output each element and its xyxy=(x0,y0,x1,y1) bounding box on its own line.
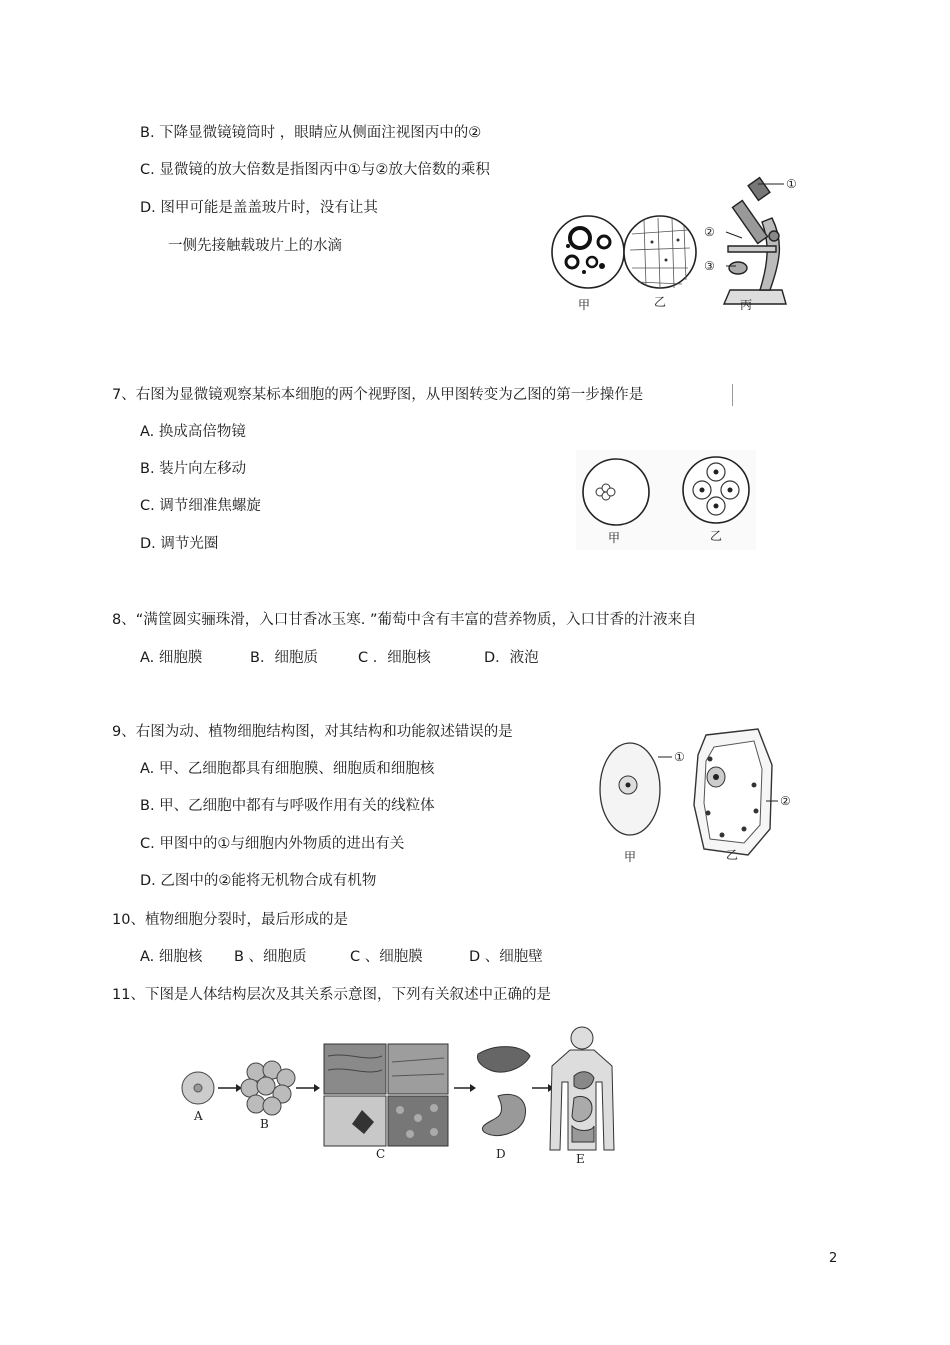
q9-stem: 9、右图为动、植物细胞结构图，对其结构和功能叙述错误的是 xyxy=(112,724,513,740)
q6-option-c: C. 显微镜的放大倍数是指图丙中①与②放大倍数的乘积 xyxy=(140,162,490,178)
q8-option-c: C ．细胞核 xyxy=(358,650,431,666)
label-yi: 乙 xyxy=(654,295,667,309)
microscope-icon xyxy=(724,178,786,304)
q9-option-a: A. 甲、乙细胞都具有细胞膜、细胞质和细胞核 xyxy=(140,761,435,777)
q10-option-c: C 、细胞膜 xyxy=(350,949,423,965)
q9-option-c: C. 甲图中的①与细胞内外物质的进出有关 xyxy=(140,836,405,852)
label-bing: 丙 xyxy=(740,298,753,312)
q8-stem: 8、“满筐圆实骊珠滑，入口甘香冰玉寒. ”葡萄中含有丰富的营养物质，入口甘香的汁液来自 xyxy=(112,612,697,628)
mark-2: ② xyxy=(704,225,715,239)
q8-option-a: A. 细胞膜 xyxy=(140,650,203,666)
q7-stem: 7、右图为显微镜观察某标本细胞的两个视野图，从甲图转变为乙图的第一步操作是 xyxy=(112,387,644,403)
label-e: E xyxy=(576,1152,585,1166)
label-yi: 乙 xyxy=(710,529,723,543)
divider xyxy=(732,384,733,406)
q10-option-d: D 、细胞壁 xyxy=(469,949,543,965)
q11-body-levels-figure xyxy=(178,1022,618,1167)
label-a: A xyxy=(194,1109,203,1123)
q11-stem: 11、下图是人体结构层次及其关系示意图，下列有关叙述中正确的是 xyxy=(112,987,551,1003)
label-jia: 甲 xyxy=(578,298,591,312)
label-jia: 甲 xyxy=(608,531,621,545)
q10-stem: 10、植物细胞分裂时，最后形成的是 xyxy=(112,912,348,928)
page-number: 2 xyxy=(829,1251,838,1266)
q10-option-a: A. 细胞核 xyxy=(140,949,203,965)
label-b: B xyxy=(260,1117,269,1131)
mark-1: ① xyxy=(674,750,685,764)
q8-option-d: D．液泡 xyxy=(484,650,539,666)
label-yi: 乙 xyxy=(726,848,739,862)
q9-option-b: B. 甲、乙细胞中都有与呼吸作用有关的线粒体 xyxy=(140,798,435,814)
label-d: D xyxy=(496,1147,506,1161)
q9-option-d: D. 乙图中的②能将无机物合成有机物 xyxy=(140,873,377,889)
mark-2: ② xyxy=(780,794,791,808)
q7-option-a: A. 换成高倍物镜 xyxy=(140,424,246,440)
q10-option-b: B 、细胞质 xyxy=(234,949,307,965)
q9-cell-figure xyxy=(594,725,814,865)
q7-option-d: D. 调节光圈 xyxy=(140,536,219,552)
q8-option-b: B．细胞质 xyxy=(250,650,318,666)
label-jia: 甲 xyxy=(624,850,637,864)
q6-option-d: D. 图甲可能是盖盖玻片时，没有让其 xyxy=(140,200,378,216)
mark-1: ① xyxy=(786,177,797,191)
q6-option-b: B. 下降显微镜镜筒时 ，眼睛应从侧面注视图丙中的② xyxy=(140,125,482,141)
field-jia xyxy=(552,216,624,288)
q7-field-figure xyxy=(576,450,756,550)
q7-option-c: C. 调节细准焦螺旋 xyxy=(140,498,261,514)
mark-3: ③ xyxy=(704,259,715,273)
label-c: C xyxy=(376,1147,386,1161)
q6-microscope-figure xyxy=(548,172,808,317)
q6-option-d-continued: 一侧先接触载玻片上的水滴 xyxy=(168,238,342,254)
q7-option-b: B. 装片向左移动 xyxy=(140,461,247,477)
